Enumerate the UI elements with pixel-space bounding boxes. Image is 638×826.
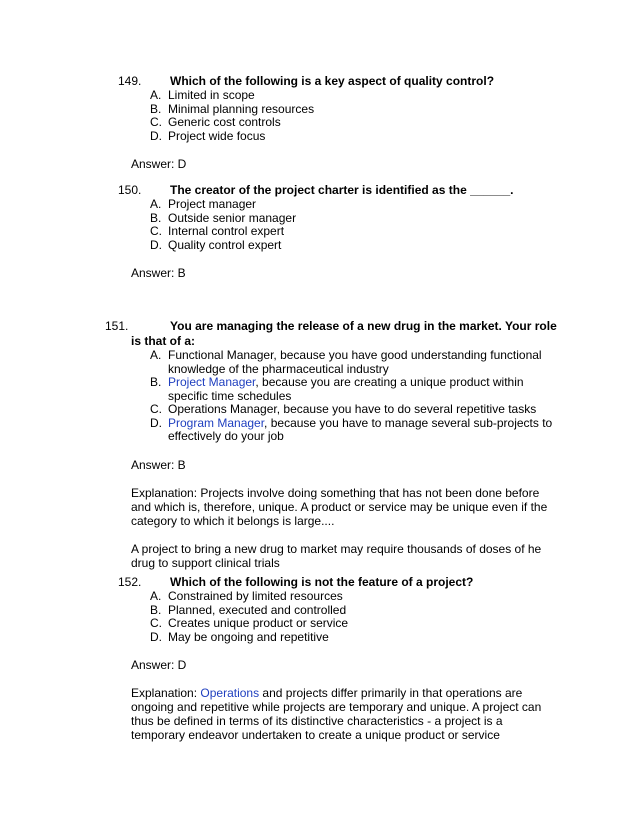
question-header [118,183,558,198]
options-list [118,198,558,252]
question-text: You are managing the release of a new drug in the market. Your role is that of a: [131,319,557,348]
options-list [118,590,558,644]
question-number: 150. [118,183,142,197]
operations-link[interactable]: Operations [200,686,260,700]
option-c: C. Internal control expert [150,224,285,238]
explanation: Explanation: Operations and projects differ primarily in that operations are ongoing and repetitive while projects are temporary and unique. A project can thus be defined in terms of its distinctive characteristics - a project is a temporary endeavor undertaken to create a unique product or service [131,686,542,742]
question-152 [118,575,558,742]
option-b: B. Minimal planning resources [150,101,315,116]
explanation: Explanation: Projects involve doing something that has not been done before and which is, therefore, unique. A product or service may be unique even if the category to which it belongs is large.... [131,485,548,528]
option-a: A. Constrained by limited resources [150,589,343,603]
project-manager-link[interactable]: Project Manager [168,375,256,389]
option-a: A. Limited in scope [150,88,255,102]
answer: Answer: D [131,658,187,672]
answer: Answer: B [131,266,186,280]
answer: Answer: B [131,457,186,472]
option-c: C. Operations Manager, because you have to do several repetitive tasks [150,402,537,416]
option-b: B. Planned, executed and controlled [150,602,347,617]
option-b: B. Project Manager, because you are creating a unique product within specific time schedules [150,375,524,403]
question-header [118,74,558,89]
options-list [118,349,558,444]
question-text: Which of the following is not the feature of a project? [170,575,474,589]
option-d: D. Quality control expert [150,237,282,252]
question-150 [118,183,558,280]
option-a: A. Project manager [150,197,257,211]
question-number: 151. [105,319,129,333]
option-c: C. Creates unique product or service [150,616,349,630]
option-b: B. Outside senior manager [150,210,297,225]
question-text: The creator of the project charter is identified as the ______. [170,183,514,197]
question-header [118,575,558,590]
options-list [118,89,558,143]
answer: Answer: D [131,157,187,171]
option-d: D. May be ongoing and repetitive [150,629,329,644]
option-c: C. Generic cost controls [150,115,281,129]
question-149 [118,74,558,171]
question-header [105,319,558,349]
option-d: D. Program Manager, because you have to manage several sub-projects to effectively do your job [150,415,553,443]
question-text: Which of the following is a key aspect of quality control? [170,74,495,88]
question-number: 149. [118,74,142,88]
question-151 [105,319,558,570]
explanation-extra: A project to bring a new drug to market may require thousands of doses of he drug to support clinical trials [131,541,542,570]
program-manager-link[interactable]: Program Manager [168,415,265,430]
option-a: A. Functional Manager, because you have good understanding functional knowledge of the pharmaceutical industry [150,348,542,376]
option-d: D. Project wide focus [150,128,266,143]
question-number: 152. [118,575,142,589]
